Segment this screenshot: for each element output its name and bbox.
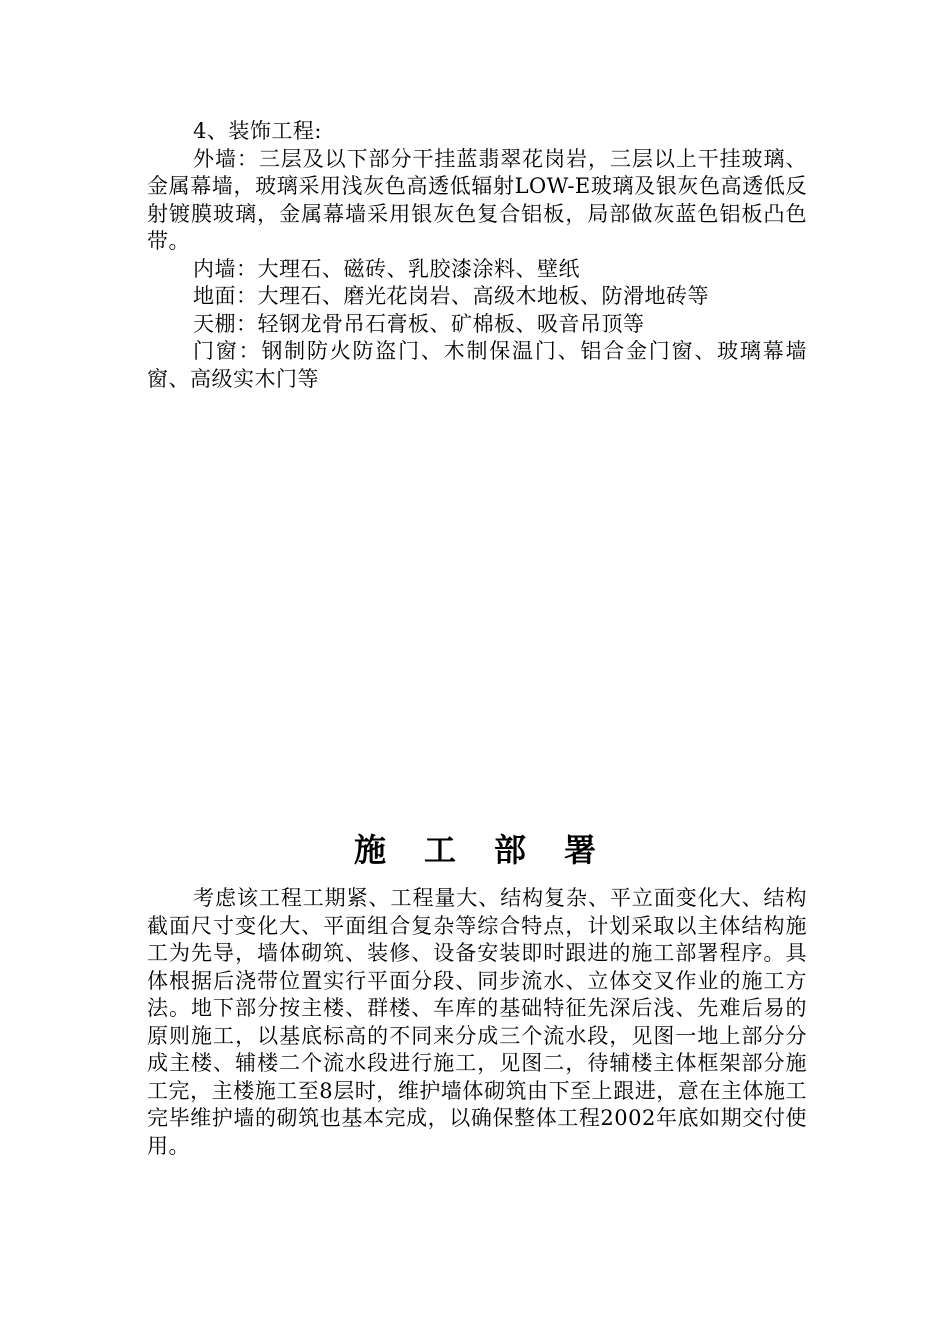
- paragraph-interior-wall: 内墙：大理石、磁砖、乳胶漆涂料、壁纸: [193, 256, 580, 281]
- section-heading-line: 4、装饰工程:: [193, 119, 322, 143]
- paragraph-doors-windows: 门窗：钢制防火防盗门、木制保温门、铝合金门窗、玻璃幕墙窗、高级实木门等: [147, 339, 807, 391]
- paragraph-deployment: 考虑该工程工期紧、工程量大、结构复杂、平立面变化大、结构截面尺寸变化大、平面组合复杂等综合特点，计划采取以主体结构施工为先导，墙体砌筑、装修、设备安装即时跟进的施工部署程序。具体根据后浇带位置实行平面分段、同步流水、立体交叉作业的施工方法。地下部分按主楼、群楼、车库的基础特征先深后浅、先难后易的原则施工，以基底标高的不同来分成三个流水段，见图一地上部分分成主楼、辅楼二个流水段进行施工，见图二，待辅楼主体框架部分施工完，主楼施工至8层时，维护墙体砌筑由下至上跟进，意在主体施工完毕维护墙的砌筑也基本完成，以确保整体工程2002年底如期交付使用。: [147, 886, 807, 1158]
- page-title: [0, 825, 950, 871]
- construction-deployment-section: [147, 885, 807, 1160]
- paragraph-ceiling: 天棚：轻钢龙骨吊石膏板、矿棉板、吸音吊顶等: [193, 311, 645, 336]
- title-char: 部: [494, 831, 527, 869]
- title-char: 工: [423, 831, 456, 869]
- paragraph-floor: 地面：大理石、磨光花岗岩、高级木地板、防滑地砖等: [193, 284, 709, 308]
- decoration-section: [147, 118, 807, 393]
- title-char: 施: [353, 831, 386, 869]
- title-char: 署: [564, 831, 597, 869]
- paragraph-exterior-wall: 外墙：三层及以下部分干挂蓝翡翠花岗岩，三层以上干挂玻璃、金属幕墙，玻璃采用浅灰色高透低辐射LOW-E玻璃及银灰色高透低反射镀膜玻璃，金属幕墙采用银灰色复合铝板，局部做灰蓝色铝板凸色带。: [147, 146, 807, 253]
